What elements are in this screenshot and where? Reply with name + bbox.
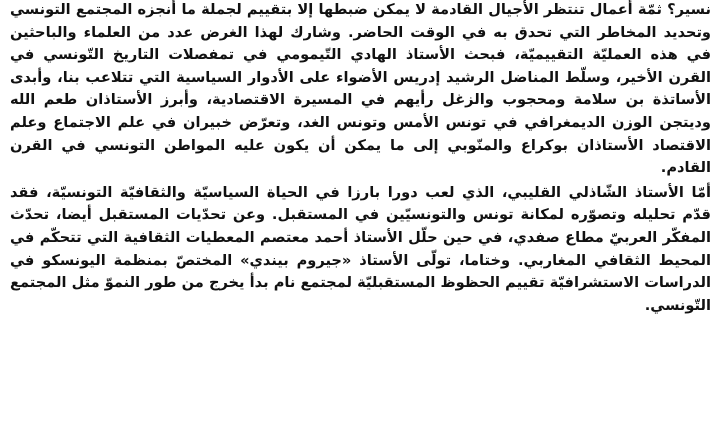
paragraph-2: أمّا الأستاذ الشّاذلي القليبي، الذي لعب دورا بارزا في الحياة السياسيّة والثقافيّة التونسيّة، فقد قدّم تحليله وتصوّره لمكانة تونس والتونسيّين في المستقبل. وعن تحدّيات المستقبل أيضا، تحدّث المفكّر العربيّ مطاع صفدي، في حين حلّل الأستاذ أحمد معتصم المعطيات الثقافية التي تتحكّم في المحيط الثقافي المغاربي. وختاما، تولّى الأستاذ «جيروم بيندي» المختصّ بمنظمة اليونسكو في الدراسات الاستشرافيّة تقييم الحظوظ المستقبليّة لمجتمع نام بدأ يخرج من طور النموّ مثل المجتمع التّونسي. — [10, 183, 711, 314]
paragraph-1: نسير؟ ثمّة أعمال تنتظر الأجيال القادمة لا يمكن ضبطها إلا بتقييم لجملة ما أنجزه المجتمع التونسي وتحديد المخاطر التي تحدق به في الوقت الحاضر. وشارك لهذا الغرض عدد من العلماء والباحثين في هذه العمليّة التقييميّة، فبحث الأستاذ الهادي التّيمومي في تمفصلات التاريخ التّونسي في القرن الأخير، وسلّط المناضل الرشيد إدريس الأضواء على الأدوار السياسية التي تتلاعب بنا، وأبدى الأساتذة بن سلامة ومحجوب والزغل رأيهم في المسيرة الاقتصادية، وأبرز الأستاذان طعم الله وديتجن الوزن الديمغرافي في تونس الأمس وتونس الغد، وتعرّض خبيران في علم الاجتماع وعلم الاقتصاد الأستاذان بوكراع والمنّوبي إلى ما يمكن أن يكون عليه المواطن التونسي في القرن القادم. — [10, 1, 711, 177]
